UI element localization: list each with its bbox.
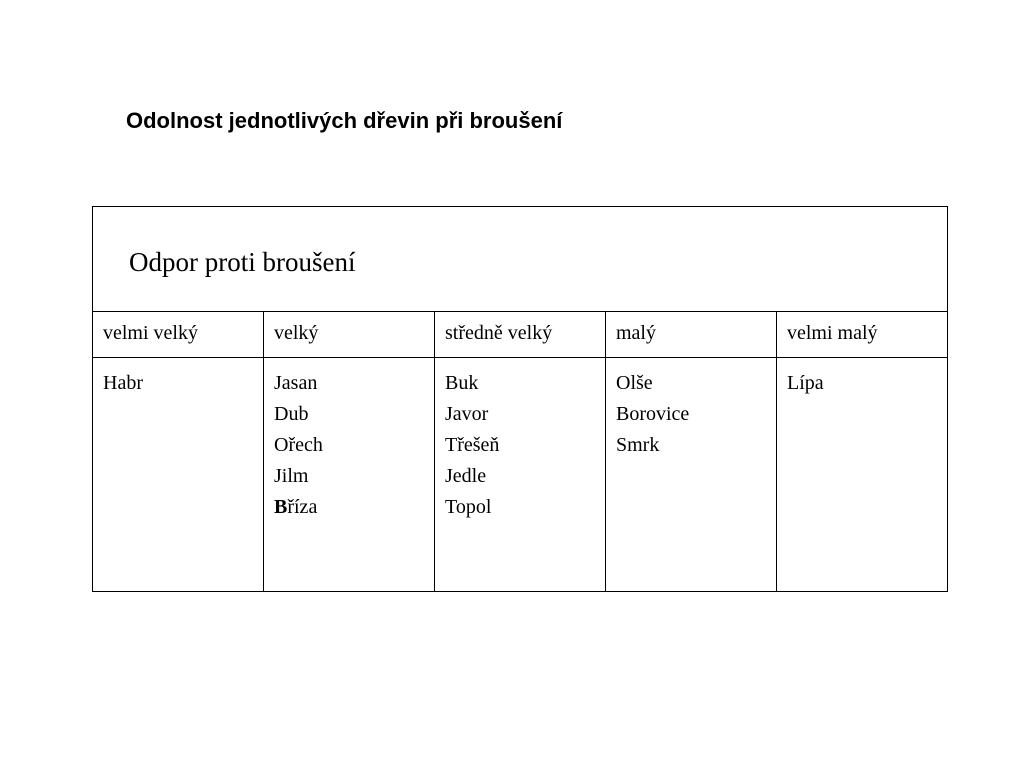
column-header: velmi malý <box>777 312 948 358</box>
wood-name: Dub <box>274 403 309 425</box>
column-header: velmi velký <box>93 312 264 358</box>
wood-name: Habr <box>103 372 143 394</box>
wood-name: Javor <box>445 403 489 425</box>
column-very-high <box>93 358 264 592</box>
column-medium <box>435 358 606 592</box>
resistance-table <box>92 206 948 592</box>
wood-name: Ořech <box>274 434 323 456</box>
wood-name: Jilm <box>274 465 309 487</box>
wood-name: Jedle <box>445 465 487 487</box>
wood-name: Olše <box>616 372 653 394</box>
column-very-low <box>777 358 948 592</box>
column-header: malý <box>606 312 777 358</box>
table-header-row <box>93 312 948 358</box>
table-body-row <box>93 358 948 592</box>
column-header: středně velký <box>435 312 606 358</box>
wood-name: Smrk <box>616 434 660 456</box>
table-title: Odpor proti broušení <box>93 207 948 312</box>
slide-title: Odolnost jednotlivých dřevin při broušení <box>126 108 563 133</box>
wood-name-rest: říza <box>287 496 318 518</box>
wood-name: Topol <box>445 496 492 518</box>
wood-name: Jasan <box>274 372 318 394</box>
wood-name-initial: B <box>274 496 288 518</box>
column-header: velký <box>264 312 435 358</box>
wood-name: Buk <box>445 372 479 394</box>
wood-name: Lípa <box>787 372 824 394</box>
table-title-row <box>93 207 948 312</box>
wood-name <box>274 492 434 523</box>
column-low <box>606 358 777 592</box>
column-high <box>264 358 435 592</box>
wood-name: Třešeň <box>445 434 500 456</box>
wood-name: Borovice <box>616 403 690 425</box>
